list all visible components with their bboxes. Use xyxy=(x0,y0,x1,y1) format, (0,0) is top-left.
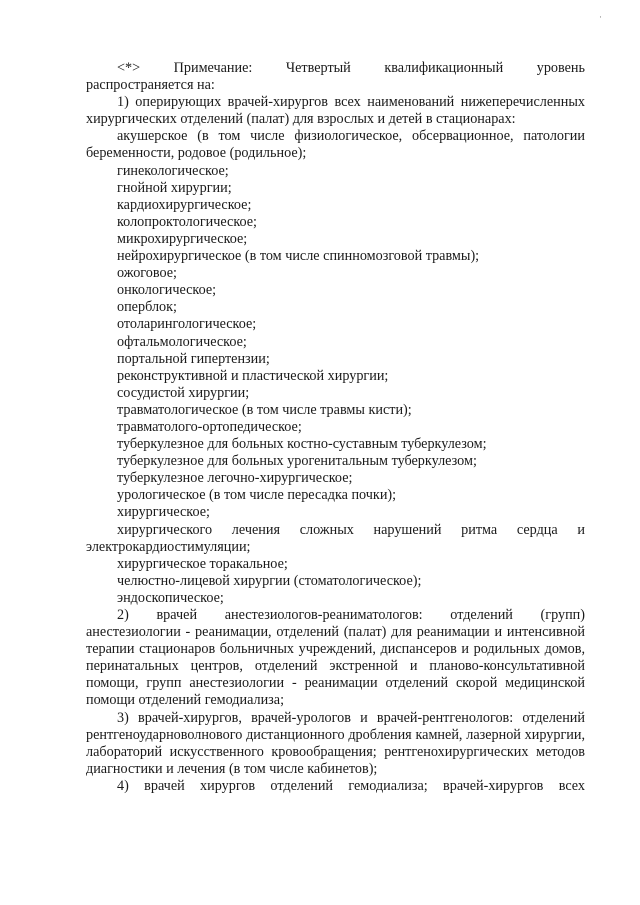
list-item: онкологическое; xyxy=(117,282,217,299)
list-item: офтальмологическое; xyxy=(117,333,247,350)
list-item: туберкулезное для больных урогенитальным туберкулезом; xyxy=(117,453,477,470)
list-item: травматолого-ортопедическое; xyxy=(117,418,302,435)
list-item: отоларингологическое; xyxy=(117,316,257,333)
section-1-intro: 1) оперирующих врачей-хирургов всех наименований нижеперечисленных хирургических отделений (палат) для взрослых и детей в стационарах: xyxy=(86,94,585,128)
list-item: травматологическое (в том числе травмы кисти); xyxy=(117,401,412,418)
list-item: хирургического лечения сложных нарушений ритма сердца и электрокардиостимуляции; xyxy=(86,521,585,555)
section-3: 3) врачей-хирургов, врачей-урологов и врачей-рентгенологов: отделений рентгеноударноволнового дистанционного дробления камней, лазерной хирургии, лабораторий искусственного кровообращения; рентгенохирургических методов диагностики и лечения (в том числе кабинетов); xyxy=(86,709,585,777)
list-item: гинекологическое; xyxy=(117,162,229,179)
list-item: кардиохирургическое; xyxy=(117,196,252,213)
list-item: сосудистой хирургии; xyxy=(117,384,250,401)
list-item: нейрохирургическое (в том числе спинномозговой травмы); xyxy=(117,248,480,265)
list-item: хирургическое торакальное; xyxy=(117,555,288,572)
list-item: хирургическое; xyxy=(117,504,210,521)
list-item: туберкулезное легочно-хирургическое; xyxy=(117,470,353,487)
list-item: микрохирургическое; xyxy=(117,230,248,247)
list-item: гнойной хирургии; xyxy=(117,179,232,196)
section-4: 4) врачей хирургов отделений гемодиализа; врачей-хирургов всех xyxy=(117,777,585,794)
list-item: урологическое (в том числе пересадка почки); xyxy=(117,487,397,504)
list-item: колопроктологическое; xyxy=(117,213,258,230)
note-line-2: распространяется на: xyxy=(86,77,215,94)
list-item: портальной гипертензии; xyxy=(117,350,270,367)
list-item: туберкулезное для больных костно-суставным туберкулезом; xyxy=(117,436,487,453)
corner-mark: · xyxy=(599,12,602,22)
list-item: реконструктивной и пластической хирургии; xyxy=(117,367,389,384)
note-line-1: <*> Примечание: Четвертый квалификационный уровень xyxy=(117,60,585,76)
list-item: эндоскопическое; xyxy=(117,589,224,606)
list-item: оперблок; xyxy=(117,299,177,316)
list-item: челюстно-лицевой хирургии (стоматологическое); xyxy=(117,572,422,589)
document-page xyxy=(86,60,585,795)
section-2: 2) врачей анестезиологов-реаниматологов: отделений (групп) анестезиологии - реанимации, отделений (палат) для реанимации и интенсивной терапии стационаров больничных учреждений, диспансеров и родильных домов, перинатальных центров, отделений экстренной и планово-консультативной помощи, групп анестезиологии - реанимации отделений скорой медицинской помощи отделений гемодиализа; xyxy=(86,607,585,709)
list-item: акушерское (в том числе физиологическое, обсервационное, патологии беременности, родовое (родильное); xyxy=(86,128,585,162)
list-item: ожоговое; xyxy=(117,265,177,282)
